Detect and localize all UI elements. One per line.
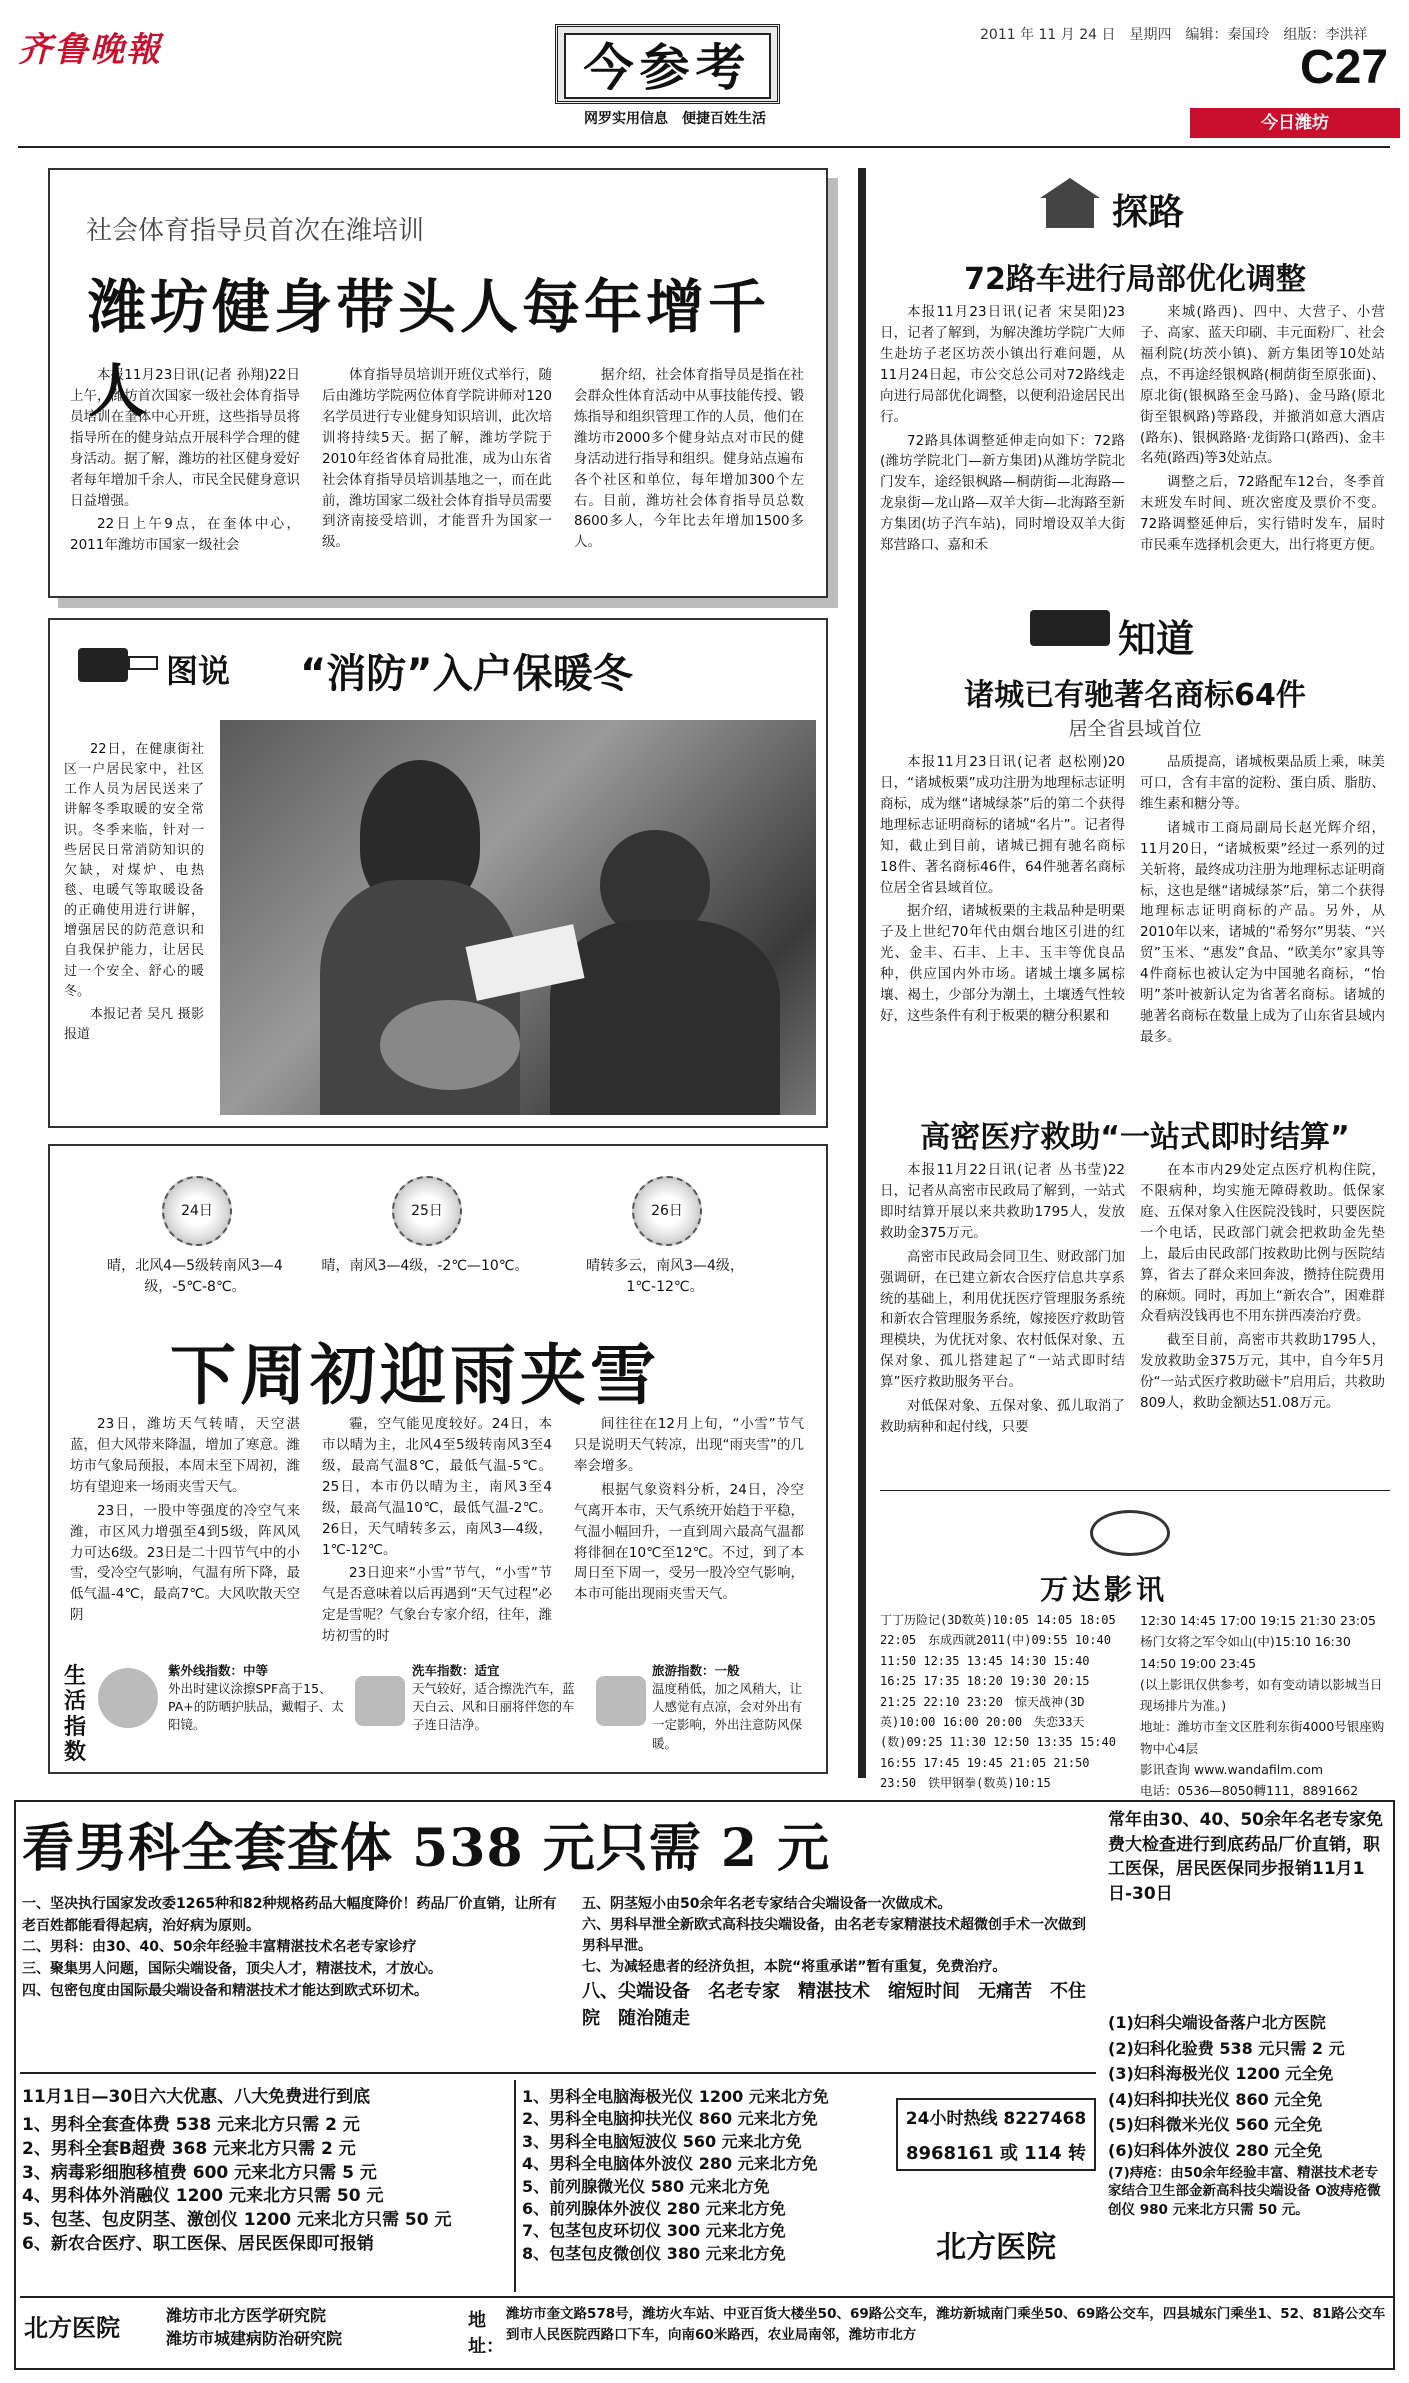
paragraph: 22日上午9点，在奎体中心，2011年潍坊市国家一级社会 — [70, 516, 300, 554]
life-index-text: 温度稍低，加之风稍大，让人感觉有点凉，会对外出有一定影响，外出注意防风保暖。 — [652, 1681, 803, 1751]
life-index-title: 洗车指数：适宜 — [412, 1663, 500, 1678]
article-column — [574, 365, 804, 556]
article-column — [322, 1414, 552, 1650]
paragraph: 高密市民政局会同卫生、财政部门加强调研，在已建立新农合医疗信息共享系统的基础上，利用优抚医疗管理服务系统和新农合管理服务系统，嫁接医疗救助管理模块，为优抚对象、农村低保对象、五保对象、孤儿搭建起了“一站式即时结算”医疗救助服务平台。 — [880, 1248, 1125, 1391]
sun-icon: 25日 — [392, 1176, 462, 1246]
cinema-website[interactable]: 影讯查询 www.wandafilm.com — [1140, 1761, 1324, 1777]
hotline-alt: 8968161 或 114 转 — [905, 2143, 1087, 2164]
free-item: 3、男科全电脑短波仪 560 元来北方免 — [522, 2131, 802, 2151]
divider — [20, 2296, 1393, 2298]
ad-line: 八、尖端设备 名老专家 精湛技术 缩短时间 无痛苦 不住院 随治随走 — [582, 1981, 1086, 2029]
article-column — [70, 1414, 300, 1629]
article-subtitle: 居全省县域首位 — [1068, 718, 1202, 740]
ad-line: (2)妇科化验费 538 元只需 2 元 — [1108, 2038, 1345, 2058]
news-photo — [220, 720, 816, 1115]
life-index-text: 外出时建议涂擦SPF高于15、PA+的防晒护肤品，戴帽子、太阳镜。 — [168, 1681, 344, 1733]
free-item: 8、包茎包皮微创仪 380 元来北方免 — [522, 2243, 786, 2263]
free-item: 1、男科全电脑海极光仪 1200 元来北方免 — [522, 2087, 829, 2106]
masthead-title: 今参考 — [564, 33, 771, 99]
life-index-text: 天气较好，适合擦洗汽车，蓝天白云、风和日丽将伴您的车子连日洁净。 — [412, 1681, 575, 1733]
article-headline: “消防”入户保暖冬 — [300, 651, 633, 697]
paragraph: 本报11月23日讯(记者 赵松刚)20日，“诸城板栗”成功注册为地理标志证明商标，成为继“诸城绿茶”后的第二个获得地理标志证明商标的诸城“名片”。记者得知，截止到目前，诸城已拥有驰名商标18件、著名商标46件，64件驰著名商标位居全省县域首位。 — [880, 754, 1125, 896]
article-column — [1140, 752, 1385, 1051]
ad-right-heading: 常年由30、40、50余年名老专家免费大检查进行到底药品厂价直销，职工医保，居民医保同步报销11月1日-30日 — [1108, 1810, 1383, 1904]
paragraph: 本报11月23日讯(记者 孙翔)22日上午，潍坊首次国家一级社会体育指导员培训在奎体中心开班，这些指导员将指导所在的健身站点开展科学合理的健身活动。据了解，潍坊的社区健身爱好者每年增加千余人，市民全民健身意识日益增强。 — [70, 367, 300, 509]
forecast-text: 晴，北风4—5级转南风3—4级，-5℃-8℃。 — [107, 1258, 283, 1295]
article-column — [880, 1160, 1125, 1441]
footer-address-label: 地址： — [468, 2310, 504, 2357]
section-tag: 知道 — [1118, 617, 1195, 661]
header-rule — [18, 146, 1390, 148]
forecast-text: 晴转多云，南风3—4级，1℃-12℃。 — [586, 1258, 744, 1295]
promo-item: 3、病毒彩细胞移植费 600 元来北方只需 5 元 — [22, 2162, 377, 2183]
cinema-note: (以上影讯仅供参考，如有变动请以影城当日现场排片为准。) — [1140, 1676, 1383, 1713]
paragraph: 在本市内29处定点医疗机构住院，不限病种，均实施无障碍救助。低保家庭、五保对象入住医院没钱时，只要医院一个电话，民政部门就会把救助金先垫上，最后由民政部门按救助比例与医院结算，省去了群众来回奔波，攒持住院费用的麻烦。同时，再加上“新农合”，困难群众看病没钱再也不用东拼西凑治疗费。 — [1140, 1162, 1385, 1325]
ad-line: 一、坚决执行国家发改委1265种和82种规格药品大幅度降价！药品厂价直销，让所有老百姓都能看得起病，治好病为原则。 — [22, 1896, 557, 1934]
column-divider — [858, 168, 866, 1778]
free-list — [522, 2086, 892, 2265]
life-index-label: 生活指数 — [64, 1664, 87, 1765]
promo-title: 11月1日—30日六大优惠、八大免费进行到底 — [22, 2087, 371, 2107]
ad-line: (1)妇科尖端设备落户北方医院 — [1108, 2013, 1326, 2032]
article-headline: 72路车进行局部优化调整 — [964, 262, 1306, 297]
article-column — [880, 752, 1125, 1030]
article-column — [1140, 1160, 1385, 1417]
paragraph: 间往往在12月上旬，“小雪”节气只是说明天气转凉，出现“雨夹雪”的几率会增多。 — [574, 1416, 804, 1474]
paragraph: 体育指导员培训开班仪式举行，随后由潍坊学院两位体育学院讲师对120名学员进行专业健身知识培训，此次培训将持续5天。据了解，潍坊学院于2010年经省体育局批准，成为山东省社会体育指导员培训基地之一，而在此前，潍坊国家二级社会体育指导员需要到济南接受培训，才能晋升为国家一级。 — [322, 367, 552, 551]
ad-line: 六、男科早泄全新欧式高科技尖端设备，由名老专家精湛技术超微创手术一次做到男科早泄。 — [582, 1917, 1086, 1954]
cinema-address: 地址：潍坊市奎文区胜利东街4000号银座购物中心4层 — [1140, 1719, 1385, 1756]
ad-line: 二、男科：由30、40、50余年经验丰富精湛技术名老专家诊疗 — [22, 1939, 417, 1956]
ad-line: (3)妇科海极光仪 1200 元全免 — [1108, 2064, 1334, 2084]
camera-icon — [78, 648, 128, 682]
dateline: 2011 年 11 月 24 日 星期四 编辑：秦国玲 组版：李洪祥 — [980, 27, 1368, 43]
promo-list — [22, 2114, 512, 2257]
paragraph: 根据气象资料分析，24日，冷空气离开本市，天气系统开始趋于平稳，气温小幅回升，一直到周六最高气温都将徘徊在10℃至12℃。不过，到了本周日至下周一，受另一股冷空气影响，本市可能出现雨夹雪天气。 — [574, 1481, 804, 1603]
paragraph: 品质提高，诸城板栗品质上乘，味美可口，含有丰富的淀粉、蛋白质、脂肪、维生素和糖分等。 — [1140, 754, 1385, 812]
promo-item: 2、男科全套B超费 368 元来北方只需 2 元 — [22, 2138, 356, 2159]
life-index-title: 紫外线指数：中等 — [168, 1663, 269, 1678]
hotline-box — [896, 2098, 1096, 2171]
cinema-info — [1140, 1610, 1390, 1801]
paragraph: 来城(路西)、四中、大营子、小营子、高家、蓝天印刷、丰元面粉厂、社会福利院(坊茨小镇)、新方集团等10处站点，不再途经银枫路(桐荫街至原张面)、原北街(银枫路至金马路)、金马路(原北街至银枫路)等路段，并撤消如意大酒店(路东)、银枫路路·龙街路口(路西)、金丰名苑(路西)等3处站点。 — [1140, 304, 1385, 467]
paragraph: 本报11月22日讯(记者 丛书莹)22日，记者从高密市民政局了解到，一站式即时结算开展以来共救助1795人，发放救助金375万元。 — [880, 1162, 1125, 1241]
paragraph: 调整之后，72路配车12台，冬季首末班发车时间、班次密度及票价不变。72路调整延伸后，实行错时发车，届时市民乘车选择机会更大，出行将更方便。 — [1140, 474, 1385, 554]
masthead-subtitle: 网罗实用信息 便捷百姓生活 — [584, 111, 766, 127]
paragraph: 23日迎来“小雪”节气，“小雪”节气是否意味着以后再遇到“天气过程”必定是雪呢？气象台专家介绍，往年，潍坊初雪的时 — [322, 1565, 552, 1645]
life-index — [412, 1662, 582, 1735]
ad-line: 三、聚集男人问题，国际尖端设备，顶尖人才，精湛技术，才放心。 — [22, 1961, 442, 1978]
article-headline: 下周初迎雨夹雪 — [170, 1337, 660, 1414]
life-index — [652, 1662, 812, 1753]
ad-line: 四、包密包度由国际最尖端设备和精湛技术才能达到欧式环切术。 — [22, 1982, 428, 1999]
free-item: 2、男科全电脑抑扶光仪 860 元来北方免 — [522, 2109, 818, 2129]
sun-cloud-icon: 26日 — [632, 1176, 702, 1246]
forecast-text: 晴，南风3—4级，-2℃—10℃。 — [321, 1258, 529, 1274]
paragraph: 截至目前，高密市共救助1795人，发放救助金375万元，其中，自今年5月份“一站式医疗救助磁卡”启用后，共救助809人，救助金额达51.08万元。 — [1140, 1332, 1385, 1412]
laptop-icon — [1030, 610, 1110, 646]
hospital-name: 北方医院 — [936, 2230, 1056, 2265]
free-item: 6、前列腺体外波仪 280 元来北方免 — [522, 2198, 786, 2218]
ad-headline: 看男科全套查体 538 元只需 2 元 — [22, 1818, 831, 1879]
photo-caption — [64, 740, 204, 1048]
divider — [880, 1490, 1390, 1491]
section-label: 今日潍坊 — [1190, 108, 1400, 138]
film-icon — [128, 656, 158, 670]
hotline: 24小时热线 8227468 — [905, 2109, 1087, 2129]
promo-item: 6、新农合医疗、职工医保、居民医保即可报销 — [22, 2233, 374, 2254]
paragraph: 据介绍，诸城板栗的主栽品种是明栗子及上世纪70年代由烟台地区引进的红光、金丰、石丰、上丰、玉丰等优良品种，供应国内外市场。诸城土壤多属棕壤、褐土，少部分为潮土，土壤透气性较好，这些条件有利于板栗的糖分积累和 — [880, 903, 1125, 1025]
free-item: 4、男科全电脑体外波仪 280 元来北方免 — [522, 2154, 818, 2174]
paragraph: 诸城市工商局副局长赵光辉介绍，11月20日，“诸城板栗”经过一系列的过关斩将，最终成功注册为地理标志证明商标，这也是继“诸城绿茶”后，第二个获得地理标志证明商标的产品。另外，从2010年以来，诸城的“希努尔”男装、“兴贸”玉米、“惠发”食品、“欧美尔”家具等4件商标也被认定为中国驰名商标，“怡明”茶叶被新认定为省著名商标。诸城的驰著名商标在数量上成为了山东省县域内最多。 — [1140, 819, 1385, 1045]
caption-text: 22日，在健康街社区一户居民家中，社区工作人员为居民送来了讲解冬季取暖的安全常识。冬季来临，针对一些居民日常消防知识的欠缺，对煤炉、电热毯、电暖气等取暖设备的正确使用进行讲解，增强居民的防范意识和自我保护能力，让居民过一个安全、舒心的暖冬。 — [64, 742, 204, 999]
stove — [380, 1000, 520, 1090]
travel-icon — [596, 1676, 646, 1726]
article-column — [322, 365, 552, 556]
article-column — [880, 302, 1125, 559]
masthead — [555, 24, 780, 104]
caption-byline: 本报记者 吴凡 摄影报道 — [64, 1006, 204, 1042]
car-icon — [355, 1676, 405, 1726]
article-column — [1140, 302, 1385, 559]
paragraph: 对低保对象、五保对象、孤儿取消了救助病种和起付线，只要 — [880, 1398, 1125, 1436]
sun-icon: 24日 — [162, 1176, 232, 1246]
building-icon — [1040, 178, 1100, 228]
wanda-logo-icon — [1090, 1510, 1170, 1556]
promo-item: 1、男科全套查体费 538 元来北方只需 2 元 — [22, 2115, 360, 2135]
section-tag: 图说 — [166, 652, 231, 690]
paragraph: 本报11月23日讯(记者 宋昊阳)23日，记者了解到，为解决潍坊学院广大师生赴坊子老区坊茨小镇出行难问题，从11月24日起，市公交总公司对72路线走向进行局部优化调整，以便利沿途居民出行。 — [880, 304, 1125, 425]
ad-line: 七、为减轻患者的经济负担，本院“将重承诺”暂有重复，免费治疗。 — [582, 1959, 1007, 1975]
ad-line: (5)妇科微米光仪 560 元全免 — [1108, 2115, 1323, 2135]
life-index — [168, 1662, 348, 1735]
cinema-phone: 电话：0536—8050轉111，8891662 — [1140, 1783, 1359, 1798]
article-headline: 潍坊健身带头人每年增千人 — [88, 273, 771, 425]
paragraph: 72路具体调整延伸走向如下：72路(潍坊学院北门—新方集团)从潍坊学院北门发车，途经银枫路—桐荫街—北海路—龙泉街—龙山路—双羊大街—北海路至新方集团(坊子汽车站)，同时增设双羊大街郑营路口、嘉和禾 — [880, 432, 1125, 554]
cinema-schedule: 12:30 14:45 17:00 19:15 21:30 23:05 杨门女将之军令如山(中)15:10 16:30 14:50 19:00 23:45 — [1140, 1613, 1389, 1671]
footer-org: 潍坊市北方医学研究院 潍坊市城建病防治研究院 — [166, 2306, 343, 2349]
article-headline: 诸城已有驰著名商标64件 — [964, 678, 1306, 713]
article-kicker: 社会体育指导员首次在潍培训 — [86, 216, 425, 246]
paragraph: 霾，空气能见度较好。24日，本市以晴为主，北风4至5级转南风3至4级，最高气温8℃，最低气温-5℃。25日，本市仍以晴为主，南风3至4级，最高气温10℃，最低气温-2℃。26日，天气晴转多云，南风3—4级，1℃-12℃。 — [322, 1416, 552, 1558]
divider — [20, 2072, 1096, 2074]
paragraph: 据介绍，社会体育指导员是指在社会群众性体育活动中从事技能传授、锻炼指导和组织管理工作的人员，他们在潍坊市2000多个健身站点对市民的健身活动进行指导和组织。健身站点遍布各个社区和单位，每年增加300个左右。目前，潍坊社会体育指导员总数8600多人，今年比去年增加1500多人。 — [574, 367, 804, 551]
article-weather — [48, 1144, 828, 1774]
article-photo-story — [48, 618, 828, 1128]
free-item: 7、包茎包皮环切仪 300 元来北方免 — [522, 2221, 786, 2241]
ad-line: (7)痔疮：由50余年经验丰富、精湛技术老专家结合卫生部金新高科技尖端设备 O波痔疮微创仪 980 元来北方只需 50 元。 — [1108, 2164, 1381, 2219]
free-item: 5、前列腺微光仪 580 元来北方免 — [522, 2176, 770, 2196]
cinema-schedule: 丁丁历险记(3D数英)10:05 14:05 18:05 22:05 东成西就2011(中)09:55 10:40 11:50 12:35 13:45 14:30 15:40 16:25 17:35 18:20 19:30 20:15 21:25 22:10 23:20 惊天战神(3D英)10:00 16:00 20:00 失恋33天(数)09:25 11:30 12:50 13:35 15:40 16:55 17:45 19:45 21:05 21:50 23:50 铁甲钢拳(数英)10:15 — [880, 1613, 1116, 1791]
ad-line: 五、阴茎短小由50余年名老专家结合尖端设备一次做成术。 — [582, 1896, 952, 1912]
section-tag: 探路 — [1112, 192, 1185, 233]
promo-item: 4、男科体外消融仪 1200 元来北方只需 50 元 — [22, 2186, 384, 2207]
promo-item: 5、包茎、包皮阴茎、激创仪 1200 元来北方只需 50 元 — [22, 2210, 452, 2231]
person-figure — [550, 920, 780, 1115]
article-fitness — [48, 168, 828, 598]
article-column — [574, 1414, 804, 1608]
hospital-advertisement — [14, 1800, 1395, 2370]
ad-right-list — [1108, 2010, 1390, 2220]
article-column — [70, 365, 300, 559]
newspaper-logo: 齐鲁晚報 — [18, 30, 162, 70]
article-headline: 高密医疗救助“一站式即时结算” — [920, 1120, 1350, 1155]
divider — [514, 2080, 516, 2292]
umbrella-icon — [98, 1668, 158, 1728]
paragraph: 23日，一股中等强度的冷空气来潍，市区风力增强至4到5级，阵风风力可达6级。23日是二十四节气中的小雪，受冷空气影响，气温有所下降，最低气温-4℃，最高7℃。大风吹散天空阴 — [70, 1502, 300, 1624]
paragraph: 23日，潍坊天气转晴，天空湛蓝，但大风带来降温，增加了寒意。潍坊市气象局预报，本周末至下周初，潍坊有望迎来一场雨夹雪天气。 — [70, 1416, 300, 1495]
ad-line: (6)妇科体外波仪 280 元全免 — [1108, 2140, 1323, 2160]
page-number: C27 — [1300, 41, 1389, 94]
footer-address: 潍坊市奎文路578号，潍坊火车站、中亚百货大楼坐50、69路公交车，潍坊新城南门乘坐50、69路公交车，四县城东门乘坐1、52、81路公交车到市人民医院西路口下车，向南60米路西，农业局南邻，潍坊市北方 — [506, 2306, 1386, 2343]
ad-line: (4)妇科抑扶光仪 860 元全免 — [1108, 2089, 1323, 2109]
footer-hospital-name: 北方医院 — [24, 2314, 120, 2342]
ad-left-lines — [22, 1894, 567, 2002]
cinema-brand: 万达影讯 — [1040, 1573, 1169, 1606]
life-index-title: 旅游指数：一般 — [652, 1663, 740, 1678]
ad-mid-lines — [582, 1894, 1094, 2032]
